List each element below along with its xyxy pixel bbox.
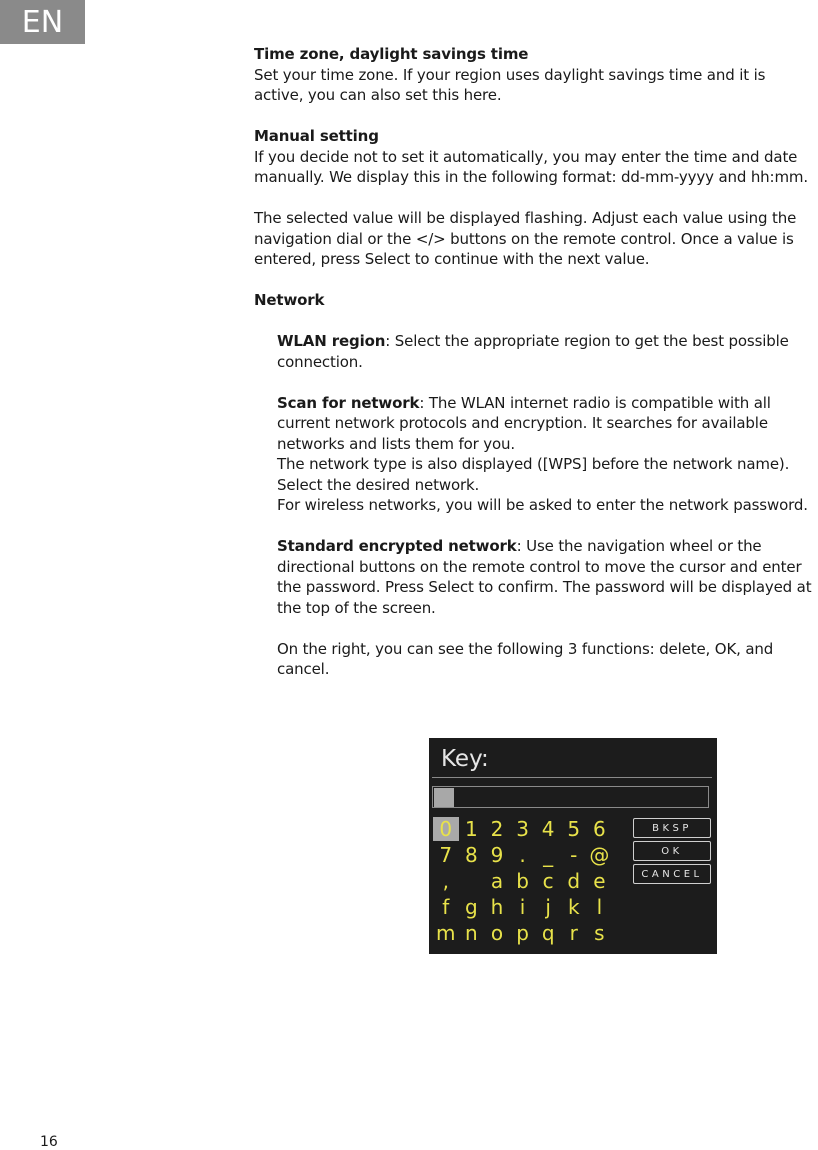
tz-heading: Time zone, daylight savings time (254, 45, 529, 63)
screen-title: Key: (441, 746, 489, 772)
keyboard-key[interactable]: @ (589, 843, 610, 867)
keyboard-key[interactable]: k (567, 895, 580, 919)
scan-line-3: Select the desired network. (277, 475, 480, 494)
scan-label: Scan for network (277, 393, 420, 412)
keyboard-key[interactable]: 8 (465, 843, 478, 867)
keyboard-key[interactable]: q (541, 921, 555, 945)
keyboard-key[interactable]: _ (543, 843, 554, 867)
wlan-label: WLAN region (277, 332, 386, 350)
keyboard-row (433, 817, 612, 843)
ok-button[interactable]: OK (633, 841, 711, 861)
keyboard-key[interactable]: e (593, 869, 606, 893)
scan-line-2: The network type is also displayed ([WPS] before the network name). (277, 455, 790, 473)
keyboard-key[interactable]: 0 (433, 817, 459, 841)
keyboard-key[interactable]: p (516, 921, 529, 945)
keyboard-row (433, 843, 612, 869)
manual-text: If you decide not to set it automatically, you may enter the time and date manually. We display this in the following format: dd-mm-yyyy and hh:mm. (254, 147, 808, 186)
std-text: : Use the navigation wheel or the directional buttons on the remote control to move the cursor and enter the password. Press Select to confirm. The password will be displayed at the top of the screen. (277, 537, 812, 617)
keyboard-key[interactable]: b (516, 869, 529, 893)
screen-divider (432, 777, 712, 778)
keyboard-key[interactable]: m (436, 921, 456, 945)
keyboard-key[interactable]: 6 (592, 817, 606, 841)
keyboard-key[interactable]: 3 (516, 817, 529, 841)
cancel-button[interactable]: CANCEL (633, 864, 711, 884)
keyboard-key[interactable]: . (519, 843, 526, 867)
std-label: Standard encrypted network (277, 537, 517, 555)
keyboard-key[interactable]: 2 (490, 817, 504, 841)
keyboard-key[interactable] (459, 869, 485, 893)
keyboard-key[interactable]: 5 (567, 817, 581, 841)
wlan-text: : Select the appropriate region to get the best possible connection. (277, 332, 789, 371)
keyboard-key[interactable]: j (545, 895, 551, 919)
cursor-block (434, 788, 454, 807)
keyboard-key[interactable]: 9 (490, 843, 504, 867)
keyboard-key[interactable]: s (594, 921, 605, 945)
scan-paragraph (277, 393, 818, 455)
wlan-paragraph (277, 331, 818, 372)
keyboard-key[interactable]: 7 (439, 843, 453, 867)
bksp-button[interactable]: BKSP (633, 818, 711, 838)
functions-text: On the right, you can see the following 3 functions: delete, OK, and cancel. (277, 639, 774, 678)
keyboard-key[interactable]: a (490, 869, 504, 893)
language-tab: EN (0, 0, 85, 44)
keyboard-key[interactable]: f (442, 895, 450, 919)
keyboard-key[interactable]: d (567, 869, 581, 893)
manual-heading: Manual setting (254, 127, 379, 145)
keyboard-key[interactable]: - (570, 843, 578, 867)
keyboard-key[interactable]: , (442, 869, 449, 893)
manual-text-column (254, 44, 818, 680)
password-field[interactable] (432, 786, 709, 808)
page-number: 16 (40, 1134, 58, 1150)
scan-text: : The WLAN internet radio is compatible with all current network protocols and encryption. It searches for available networks and lists them for you. (277, 393, 771, 453)
network-details (254, 331, 818, 680)
keyboard-key[interactable]: 1 (465, 817, 478, 841)
keyboard-row (433, 895, 612, 921)
keyboard-key[interactable]: n (465, 921, 478, 945)
keyboard-key[interactable]: h (490, 895, 504, 919)
keyboard-key[interactable]: i (519, 895, 526, 919)
tz-text: Set your time zone. If your region uses daylight savings time and it is active, you can also set this here. (254, 65, 766, 104)
network-heading: Network (254, 291, 325, 309)
keyboard-key[interactable]: o (490, 921, 504, 945)
keyboard-key[interactable]: c (542, 869, 554, 893)
scan-line-4: For wireless networks, you will be asked to enter the network password. (277, 496, 808, 514)
std-paragraph (277, 536, 818, 618)
character-grid (433, 817, 612, 947)
keyboard-key[interactable]: r (569, 921, 578, 945)
password-entry-screen (429, 738, 717, 954)
keyboard-key[interactable]: l (596, 895, 603, 919)
keyboard-row (433, 869, 612, 895)
keyboard-key[interactable]: g (465, 895, 478, 919)
flash-text: The selected value will be displayed flashing. Adjust each value using the navigation dial or the </> buttons on the remote control. Once a value is entered, press Select to continue with the next value. (254, 209, 797, 268)
keyboard-row (433, 921, 612, 947)
keyboard-key[interactable]: 4 (541, 817, 555, 841)
